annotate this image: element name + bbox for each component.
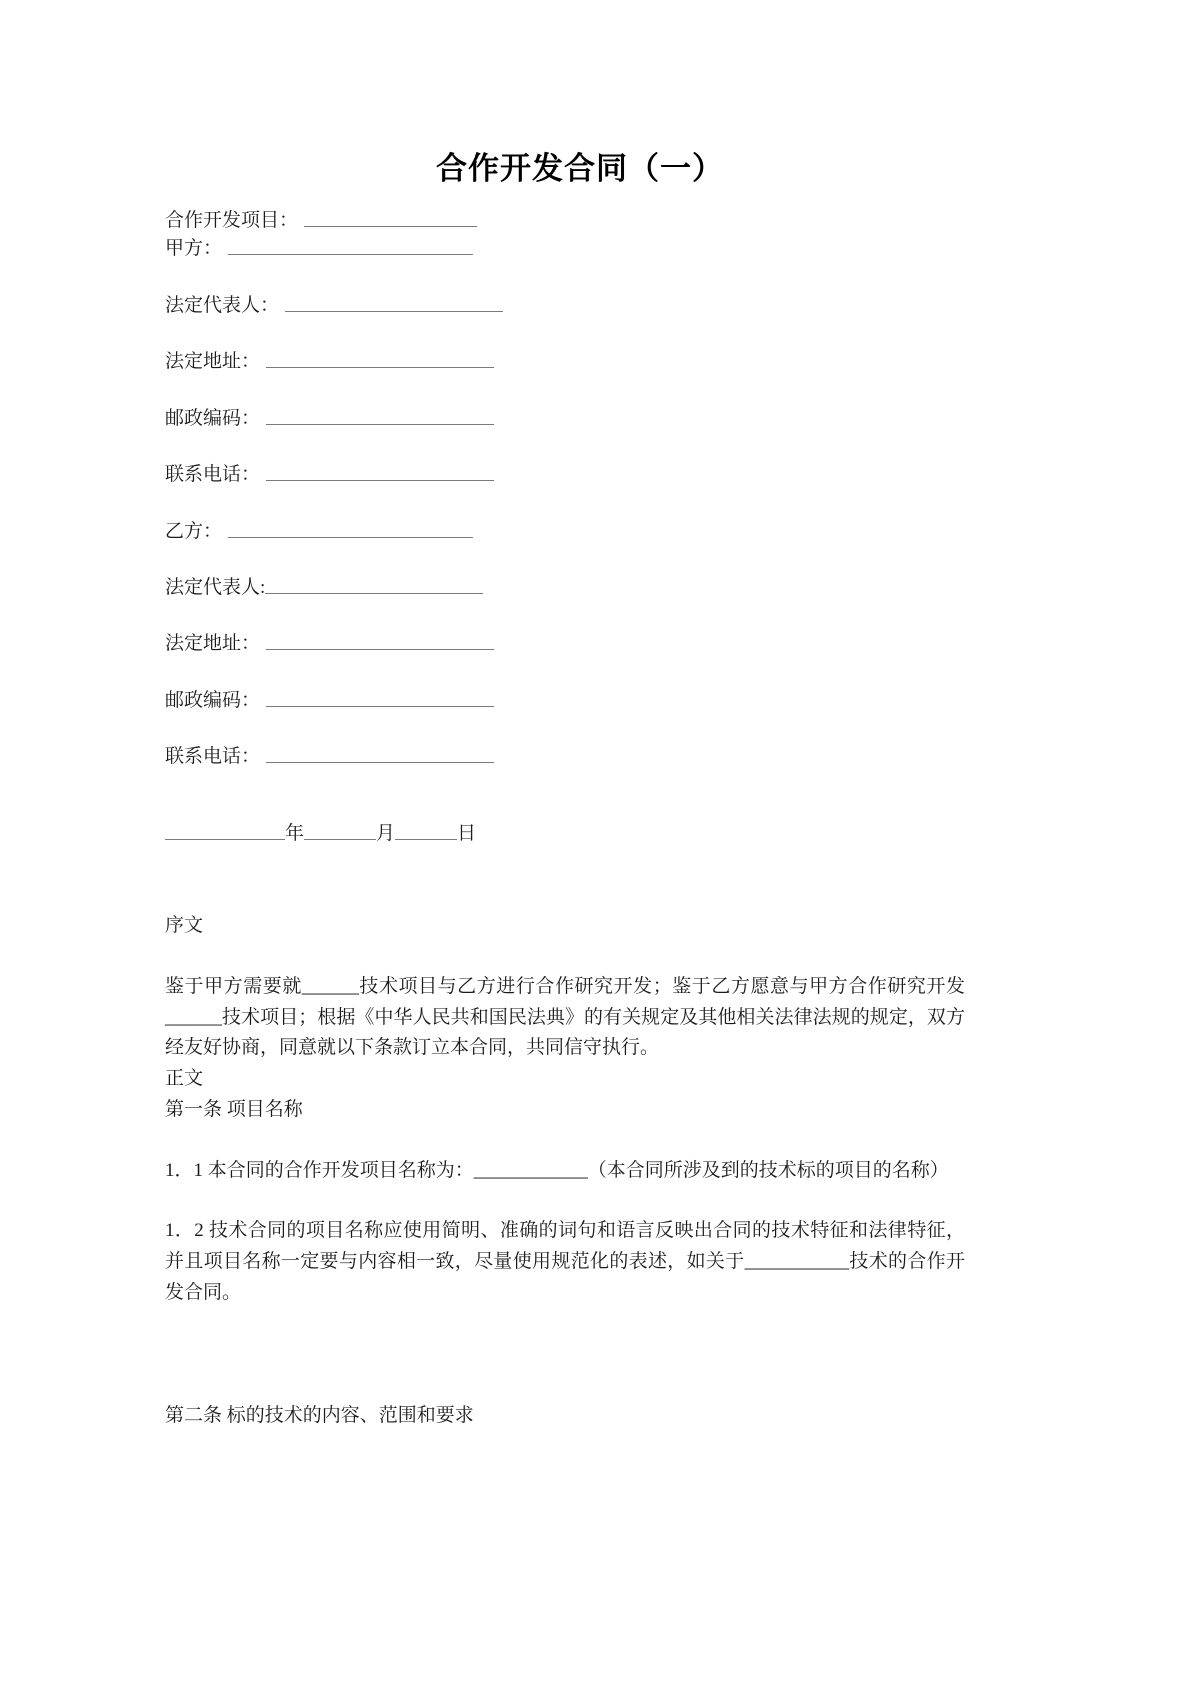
- field-row-party-b-address: [165, 629, 965, 658]
- spacer: [165, 546, 965, 573]
- body-heading: 正文: [165, 1068, 204, 1090]
- field-row-party-a-postcode: [165, 404, 965, 433]
- clause-1-1: 1．1 本合同的合作开发项目名称为：____________（本合同所涉及到的技术标的项目的名称）: [165, 1159, 949, 1181]
- field-row-party-a-address: [165, 347, 965, 376]
- spacer: [165, 1371, 965, 1401]
- spacer: [165, 433, 965, 460]
- field-row-party-b: [165, 517, 965, 546]
- field-blank-party-b[interactable]: [228, 518, 473, 537]
- spacer: [165, 849, 965, 911]
- spacer: [165, 942, 965, 972]
- field-row-party-a: [165, 235, 965, 264]
- date-label-year: 年: [285, 822, 305, 844]
- field-label-party-a-phone: 联系电话：: [165, 464, 261, 486]
- spacer: [165, 1186, 965, 1216]
- preamble-paragraph: 鉴于甲方需要就______技术项目与乙方进行合作研究开发；鉴于乙方愿意与甲方合作研究开发______技术项目；根据《中华人民共和国民法典》的有关规定及其他相关法律法规的规定，双方经友好协商，同意就以下条款订立本合同，共同信守执行。: [165, 975, 965, 1059]
- field-blank-party-a-postcode[interactable]: [266, 406, 494, 425]
- spacer: [165, 377, 965, 404]
- field-blank-party-b-phone[interactable]: [266, 744, 494, 763]
- field-label-party-b-postcode: 邮政编码：: [165, 689, 261, 711]
- field-blank-party-b-address[interactable]: [266, 631, 494, 650]
- spacer: [165, 490, 965, 517]
- field-label-party-a-legal-rep: 法定代表人：: [165, 294, 280, 316]
- field-blank-party-b-legal-rep[interactable]: [265, 575, 483, 594]
- date-blank-month[interactable]: [304, 821, 376, 840]
- article-two-heading: 第二条 标的技术的内容、范围和要求: [165, 1404, 474, 1426]
- field-row-cooperation-project: [165, 207, 965, 236]
- field-row-party-b-postcode: [165, 686, 965, 715]
- date-blank-year[interactable]: [165, 821, 285, 840]
- date-label-month: 月: [376, 822, 396, 844]
- spacer: [165, 659, 965, 686]
- spacer: [165, 320, 965, 347]
- spacer: [165, 264, 965, 291]
- clause-1-2: 1．2 技术合同的项目名称应使用简明、准确的词句和语言反映出合同的技术特征和法律特征，并且项目名称一定要与内容相一致，尽量使用规范化的表述，如关于___________技术的合作开发合同。: [165, 1220, 965, 1303]
- preamble-heading: 序文: [165, 915, 204, 937]
- field-blank-party-a[interactable]: [228, 236, 473, 255]
- field-row-party-a-phone: [165, 460, 965, 489]
- spacer: [165, 772, 965, 799]
- field-label-party-b: 乙方：: [165, 520, 223, 542]
- field-label-party-a: 甲方：: [165, 238, 223, 260]
- article-one-heading: 第一条 项目名称: [165, 1098, 303, 1120]
- spacer: [165, 1126, 965, 1156]
- spacer: [165, 799, 965, 819]
- signature-date-line: [165, 819, 965, 849]
- page-title: 合作开发合同（一）: [436, 151, 724, 186]
- party-fields-block: [165, 207, 965, 772]
- field-label-party-b-address: 法定地址：: [165, 633, 261, 655]
- field-label-party-a-address: 法定地址：: [165, 351, 261, 373]
- field-blank-party-a-address[interactable]: [266, 349, 494, 368]
- field-label-party-b-legal-rep: 法定代表人:: [165, 576, 266, 598]
- document-content: [165, 150, 965, 1432]
- spacer: [165, 715, 965, 742]
- field-label-cooperation-project: 合作开发项目：: [165, 209, 299, 231]
- field-label-party-a-postcode: 邮政编码：: [165, 407, 261, 429]
- spacer: [165, 602, 965, 629]
- field-label-party-b-phone: 联系电话：: [165, 746, 261, 768]
- date-label-day: 日: [457, 822, 477, 844]
- field-blank-party-a-phone[interactable]: [266, 462, 494, 481]
- spacer: [165, 1309, 965, 1371]
- date-blank-day[interactable]: [395, 821, 457, 840]
- field-row-party-a-legal-rep: [165, 291, 965, 320]
- field-blank-party-b-postcode[interactable]: [266, 688, 494, 707]
- field-row-party-b-phone: [165, 742, 965, 771]
- field-blank-party-a-legal-rep[interactable]: [285, 293, 503, 312]
- field-row-party-b-legal-rep: [165, 573, 965, 602]
- field-blank-cooperation-project[interactable]: [304, 208, 477, 227]
